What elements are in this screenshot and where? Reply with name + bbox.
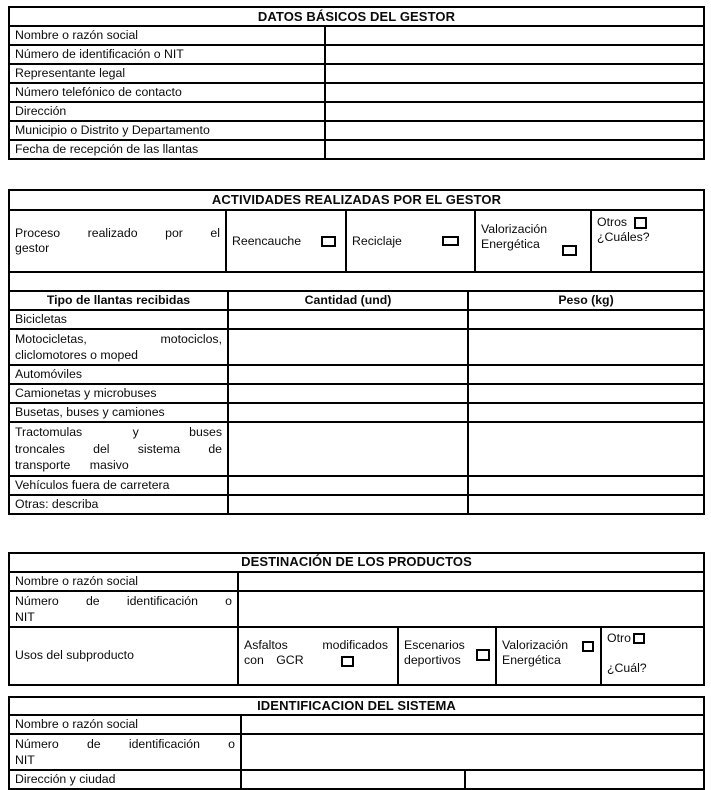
- label-text: Camionetas y microbuses: [15, 386, 157, 400]
- input-peso-camionetas[interactable]: [467, 385, 703, 402]
- input-peso-otras[interactable]: [467, 496, 703, 513]
- input-cantidad-automoviles[interactable]: [227, 366, 467, 383]
- label-text: Escenarios deportivos: [404, 637, 465, 667]
- field-label: [10, 141, 324, 158]
- option-valorizacion-energetica: [495, 628, 600, 684]
- input-numero-telefonico[interactable]: [324, 84, 703, 101]
- empty-cell: [10, 273, 703, 290]
- label-text: Proceso realizado por el gestor: [15, 226, 220, 255]
- identificacion-table: [8, 696, 705, 790]
- input-cantidad-bicicletas[interactable]: [227, 311, 467, 328]
- option-otro: [600, 628, 703, 684]
- empty-row: [10, 271, 703, 290]
- identificacion-title: IDENTIFICACION DEL SISTEMA: [257, 697, 456, 713]
- table-row: [10, 769, 703, 788]
- input-cantidad-motocicletas[interactable]: [227, 330, 467, 364]
- input-direccion[interactable]: [324, 103, 703, 120]
- field-label: [10, 311, 227, 328]
- table-row: [10, 494, 703, 513]
- label-text: Vehículos fuera de carretera: [15, 477, 170, 492]
- field-label: [10, 477, 227, 494]
- table-row: [10, 421, 703, 475]
- table-row: [10, 475, 703, 494]
- field-label: [10, 592, 237, 626]
- header-text: Peso (kg): [558, 293, 614, 307]
- field-label: [10, 735, 240, 769]
- checkbox-valorizacion-energetica[interactable]: [582, 641, 594, 652]
- input-sistema-direccion[interactable]: [240, 771, 464, 788]
- field-label: [10, 496, 227, 513]
- label-text: Asfaltos modificados con GCR: [244, 637, 388, 667]
- field-label: [10, 330, 227, 364]
- checkbox-reencauche[interactable]: [321, 236, 336, 247]
- label-text: Municipio o Distrito y Departamento: [15, 123, 210, 137]
- input-peso-busetas[interactable]: [467, 404, 703, 421]
- checkbox-reciclaje[interactable]: [442, 236, 459, 246]
- input-cantidad-vehiculos-fuera[interactable]: [227, 477, 467, 494]
- input-peso-bicicletas[interactable]: [467, 311, 703, 328]
- label-text: Nombre o razón social: [15, 28, 139, 42]
- peso-header: [467, 292, 703, 309]
- label-text: Automóviles: [15, 367, 82, 381]
- input-peso-tractomulas[interactable]: [467, 423, 703, 475]
- label-text: Motocicletas, motociclos, cliclomotores o moped: [15, 332, 222, 362]
- field-label: [10, 46, 324, 63]
- header-text: Tipo de llantas recibidas: [46, 293, 191, 307]
- label-text: Otro: [607, 630, 631, 645]
- input-peso-automoviles[interactable]: [467, 366, 703, 383]
- label-text: Usos del subproducto: [15, 648, 134, 662]
- table-row: [10, 44, 703, 63]
- field-label: [10, 628, 237, 684]
- proceso-row: [10, 209, 703, 271]
- field-label: [10, 122, 324, 139]
- option-escenarios-deportivos: [397, 628, 495, 684]
- option-valorizacion: [474, 211, 590, 271]
- label-text: Otras: describa: [15, 496, 99, 511]
- option-otros: [590, 211, 703, 271]
- checkbox-otro[interactable]: [633, 633, 645, 644]
- checkbox-escenarios-deportivos[interactable]: [476, 649, 490, 661]
- label-text: Reencauche: [232, 233, 302, 248]
- label-text: Valorización Energética: [502, 637, 569, 667]
- destinacion-table: [8, 552, 705, 686]
- input-sistema-nombre[interactable]: [240, 716, 703, 733]
- table-row: [10, 383, 703, 402]
- table-row: [10, 82, 703, 101]
- label-text: Número de identificación o NIT: [15, 593, 232, 624]
- label-text: Nombre o razón social: [15, 573, 139, 588]
- field-label: [10, 27, 324, 44]
- table-row: [10, 714, 703, 733]
- label-text: Fecha de recepción de las llantas: [15, 142, 199, 156]
- field-label: [10, 771, 240, 788]
- field-label: [10, 573, 237, 590]
- label-text: Número de identificación o NIT: [15, 47, 184, 61]
- table-row: [10, 25, 703, 44]
- checkbox-asfaltos-gcr[interactable]: [341, 656, 354, 667]
- label-text: Dirección y ciudad: [15, 771, 116, 786]
- input-destinacion-nit[interactable]: [237, 592, 703, 626]
- datos-basicos-title: DATOS BÁSICOS DEL GESTOR: [257, 8, 456, 24]
- field-label: [10, 423, 227, 475]
- input-cantidad-otras[interactable]: [227, 496, 467, 513]
- input-cantidad-tractomulas[interactable]: [227, 423, 467, 475]
- label-text: Número de identificación o NIT: [15, 736, 235, 767]
- field-label: [10, 103, 324, 120]
- field-label: [10, 404, 227, 421]
- table-spacer: [8, 686, 705, 696]
- label-text: Nombre o razón social: [15, 716, 139, 731]
- input-sistema-nit[interactable]: [240, 735, 703, 769]
- field-label: [10, 385, 227, 402]
- table-row: [10, 328, 703, 364]
- label-text: Otros: [597, 215, 628, 229]
- header-text: Cantidad (und): [304, 293, 392, 307]
- input-peso-motocicletas[interactable]: [467, 330, 703, 364]
- label-text: Representante legal: [15, 66, 126, 80]
- table-row: [10, 364, 703, 383]
- label-text: Dirección: [15, 104, 67, 118]
- table-row: [10, 120, 703, 139]
- table-row: [10, 402, 703, 421]
- table-row: [10, 139, 703, 158]
- table-row: [10, 101, 703, 120]
- option-reencauche: [225, 211, 345, 271]
- label-text: Bicicletas: [15, 312, 67, 326]
- input-representante-legal[interactable]: [324, 65, 703, 82]
- cantidad-header: [227, 292, 467, 309]
- tipo-header: [10, 292, 227, 309]
- field-label: [10, 366, 227, 383]
- input-cantidad-camionetas[interactable]: [227, 385, 467, 402]
- table-row: [10, 733, 703, 769]
- input-fecha-recepcion[interactable]: [324, 141, 703, 158]
- label-text: Busetas, buses y camiones: [15, 405, 165, 419]
- label-text: Valorización Energética: [481, 222, 548, 251]
- input-nombre-razon-social[interactable]: [324, 27, 703, 44]
- table-row: [10, 63, 703, 82]
- field-label: [10, 211, 225, 271]
- table-row: [10, 571, 703, 590]
- table-row: [10, 309, 703, 328]
- actividades-title: ACTIVIDADES REALIZADAS POR EL GESTOR: [211, 192, 502, 207]
- field-label: [10, 84, 324, 101]
- input-peso-vehiculos-fuera[interactable]: [467, 477, 703, 494]
- input-sistema-ciudad[interactable]: [464, 771, 703, 788]
- input-destinacion-nombre[interactable]: [237, 573, 703, 590]
- input-municipio-departamento[interactable]: [324, 122, 703, 139]
- input-cantidad-busetas[interactable]: [227, 404, 467, 421]
- actividades-table: [8, 189, 705, 515]
- datos-basicos-table: [8, 6, 705, 160]
- table-spacer: [8, 160, 705, 189]
- label-text: Reciclaje: [352, 233, 402, 248]
- usos-row: [10, 626, 703, 684]
- input-numero-identificacion-nit[interactable]: [324, 46, 703, 63]
- table-spacer: [8, 515, 705, 552]
- table-row: [10, 590, 703, 626]
- label-text: Número telefónico de contacto: [15, 85, 182, 99]
- checkbox-otros[interactable]: [634, 217, 647, 229]
- tipo-header-row: [10, 290, 703, 309]
- option-asfaltos-gcr: [237, 628, 397, 684]
- checkbox-valorizacion[interactable]: [562, 245, 577, 256]
- option-reciclaje: [345, 211, 474, 271]
- cuales-text: ¿Cuáles?: [597, 230, 650, 244]
- label-text: Tractomulas y buses troncales del sistema de transporte masivo: [15, 425, 222, 472]
- destinacion-title: DESTINACIÓN DE LOS PRODUCTOS: [241, 554, 472, 569]
- cual-text: ¿Cuál?: [607, 660, 647, 675]
- field-label: [10, 65, 324, 82]
- field-label: [10, 716, 240, 733]
